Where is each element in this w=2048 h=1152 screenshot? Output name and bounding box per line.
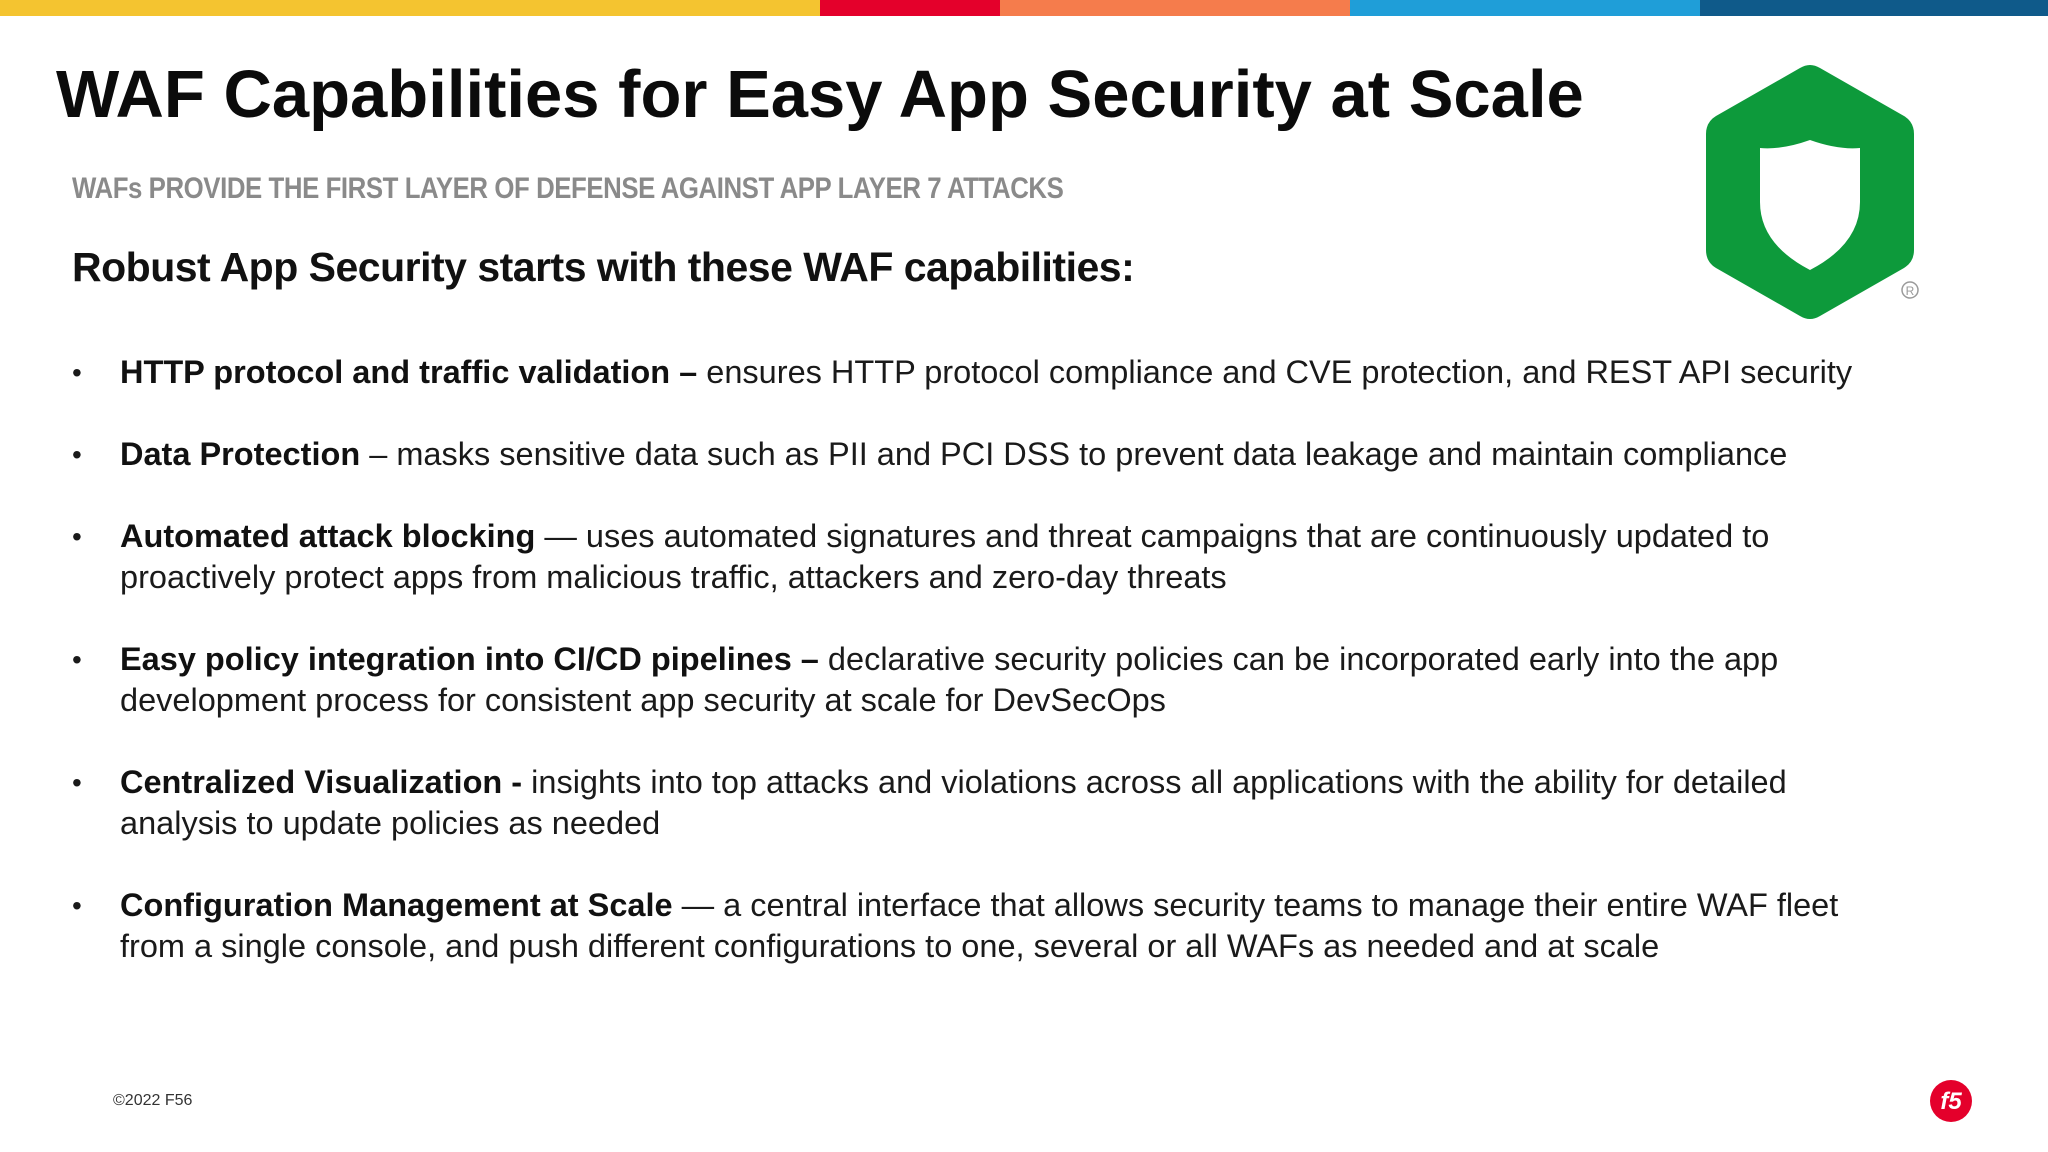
bullet-dot: • — [72, 521, 82, 552]
list-item — [72, 762, 1882, 844]
slide-subtitle: WAFs PROVIDE THE FIRST LAYER OF DEFENSE AGAINST APP LAYER 7 ATTACKS — [72, 172, 1064, 205]
bullet-dot: • — [72, 644, 82, 675]
list-item — [72, 885, 1882, 967]
bullet-dot: • — [72, 767, 82, 798]
bullet-text: — a central interface that allows security teams to manage their entire WAF fleet from a single console, and push different configurations to one, several or all WAFs as needed and at scale — [120, 887, 1839, 964]
bullet-term: Automated attack blocking — [120, 518, 536, 554]
bullet-term: Easy policy integration into CI/CD pipelines – — [120, 641, 819, 677]
bullet-text: ensures HTTP protocol compliance and CVE protection, and REST API security — [697, 354, 1853, 390]
brand-color-bar — [0, 0, 2048, 16]
bullet-text: insights into top attacks and violations across all applications with the ability for detailed analysis to update policies as needed — [120, 764, 1787, 841]
svg-text:f5: f5 — [1940, 1088, 1962, 1115]
color-bar-orange — [1000, 0, 1350, 16]
bullet-dot: • — [72, 357, 82, 388]
list-item — [72, 352, 1882, 393]
svg-text:R: R — [1905, 284, 1915, 298]
page-number: 6 — [183, 1092, 193, 1109]
bullet-term: HTTP protocol and traffic validation – — [120, 354, 698, 390]
bullet-dot: • — [72, 890, 82, 921]
list-item — [72, 434, 1882, 475]
color-bar-blue — [1350, 0, 1700, 16]
bullet-term: Centralized Visualization - — [120, 764, 523, 800]
list-item — [72, 639, 1882, 721]
bullet-dot: • — [72, 439, 82, 470]
slide-title: WAF Capabilities for Easy App Security at Scale — [56, 57, 1584, 132]
bullet-text: — uses automated signatures and threat campaigns that are continuously updated to proactively protect apps from malicious traffic, attackers and zero-day threats — [120, 518, 1770, 595]
hexagon-shield-icon — [1690, 64, 1930, 324]
bullet-text: declarative security policies can be incorporated early into the app development process for consistent app security at scale for DevSecOps — [120, 641, 1779, 718]
color-bar-red — [820, 0, 1000, 16]
bullet-term: Data Protection — [120, 436, 361, 472]
capability-list — [72, 352, 1882, 1008]
copyright-text: ©2022 F5 — [113, 1092, 184, 1109]
f5-logo-icon — [1928, 1078, 1974, 1124]
list-item — [72, 516, 1882, 598]
section-heading: Robust App Security starts with these WAF capabilities: — [72, 244, 1135, 290]
bullet-text: – masks sensitive data such as PII and PCI DSS to prevent data leakage and maintain compliance — [360, 436, 1788, 472]
color-bar-navy — [1700, 0, 2048, 16]
bullet-term: Configuration Management at Scale — [120, 887, 673, 923]
color-bar-yellow — [0, 0, 820, 16]
copyright-footer — [113, 1092, 192, 1110]
